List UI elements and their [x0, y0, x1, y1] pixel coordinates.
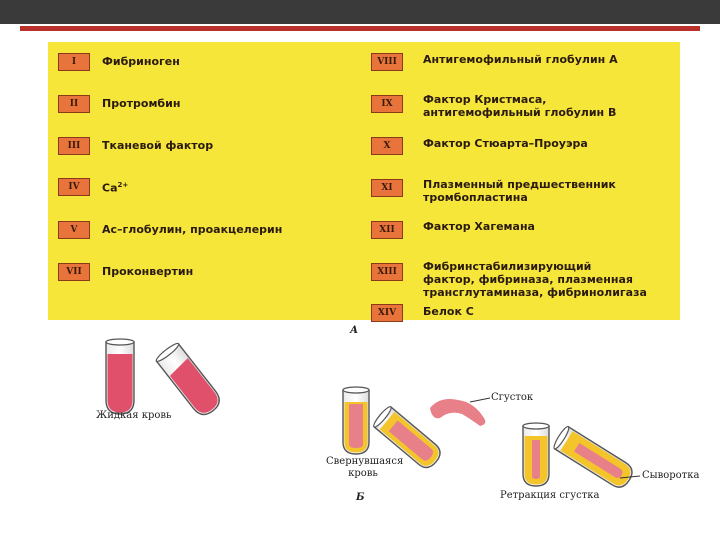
factor-number-badge: X [371, 137, 403, 155]
factor-name: Протромбин [102, 97, 181, 110]
factor-name: Фибриноген [102, 55, 180, 68]
factor-name: Антигемофильный глобулин A [423, 53, 618, 66]
factor-number-badge: I [58, 53, 90, 71]
caption-clot-retraction: Ретракция сгустка [500, 490, 600, 501]
factor-number-badge: XIV [371, 304, 403, 322]
tilted-tube-liquid-blood [155, 341, 224, 419]
factor-number-badge: VIII [371, 53, 403, 71]
factor-number-badge: IX [371, 95, 403, 113]
caption-serum: Сыворотка [642, 470, 700, 481]
clot-shape [430, 399, 485, 426]
upright-tube-liquid-blood [106, 339, 134, 414]
factor-name: Фибринстабилизирующий фактор, фибриназа, плазменная трансглутаминаза, фибринолигаза [423, 260, 647, 299]
panel-letter-b: Б [356, 492, 365, 503]
factor-name: Фактор Стюарта–Проуэра [423, 137, 588, 150]
factor-name: Фактор Кристмаса, антигемофильный глобулин B [423, 93, 617, 119]
factor-name: Плазменный предшественник тромбопластина [423, 178, 616, 204]
factor-name-text: Ca [102, 181, 118, 195]
caption-clotted-blood: Свернувшаяся кровь [326, 456, 404, 479]
panel-letter-a: А [350, 325, 359, 336]
factor-number-badge: III [58, 137, 90, 155]
factor-number-badge: V [58, 221, 90, 239]
tilted-tube-clot-retraction [552, 425, 636, 491]
factor-number-badge: II [58, 95, 90, 113]
factor-name: Тканевой фактор [102, 139, 214, 152]
factor-name: Ac–глобулин, проакцелерин [102, 223, 283, 236]
factor-name: Фактор Хагемана [423, 220, 535, 233]
factor-number-badge: XII [371, 221, 403, 239]
upright-tube-clotted-blood [343, 387, 369, 454]
factor-number-badge: VII [58, 263, 90, 281]
factor-name: Проконвертин [102, 265, 194, 278]
caption-liquid-blood: Жидкая кровь [96, 410, 172, 421]
upright-tube-clot-retraction [523, 423, 549, 486]
factor-number-badge: XI [371, 179, 403, 197]
factor-name-superscript: 2+ [117, 181, 129, 189]
factor-number-badge: IV [58, 178, 90, 196]
caption-clot: Сгусток [491, 392, 534, 403]
clot-pointer-line [470, 398, 490, 402]
factor-name: Белок C [423, 305, 474, 318]
factor-number-badge: XIII [371, 263, 403, 281]
